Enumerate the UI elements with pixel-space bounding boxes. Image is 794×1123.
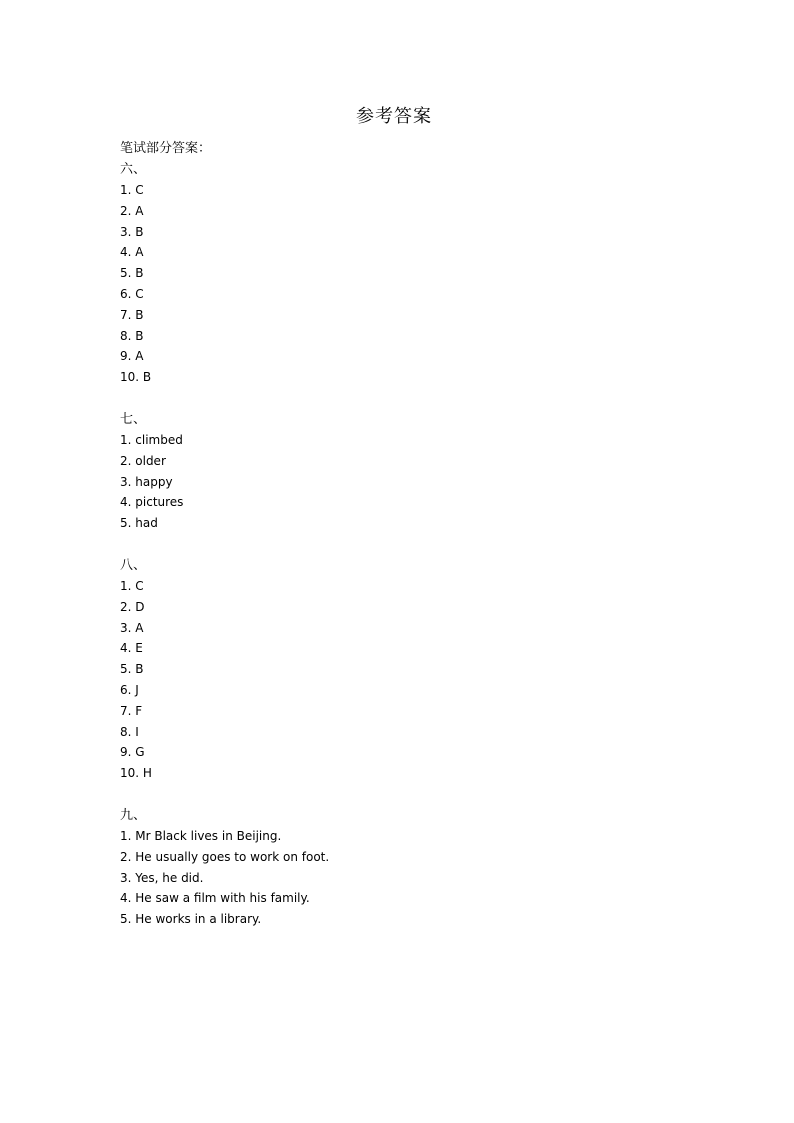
- section-heading: 七、: [120, 411, 147, 427]
- answer-item: 3. happy: [120, 474, 173, 489]
- answer-item: 5. B: [120, 662, 144, 677]
- answer-item: 1. Mr Black lives in Beijing.: [120, 828, 282, 843]
- section-6: [120, 159, 680, 388]
- section-spacer: [120, 388, 680, 409]
- answer-item: 4. He saw a film with his family.: [120, 891, 310, 906]
- answer-item: 3. A: [120, 620, 144, 635]
- answer-item: 3. B: [120, 224, 144, 239]
- intro-label: 笔试部分答案：: [120, 141, 212, 156]
- answer-item: 10. H: [120, 766, 152, 781]
- answer-item: 5. He works in a library.: [120, 912, 262, 927]
- answer-item: 2. older: [120, 453, 166, 468]
- section-heading: 九、: [120, 807, 147, 823]
- answer-item: 2. D: [120, 599, 145, 614]
- section-9: [120, 805, 680, 930]
- answer-item: 3. Yes, he did.: [120, 870, 204, 885]
- answer-item: 4. E: [120, 641, 143, 656]
- answer-item: 2. A: [120, 203, 144, 218]
- answer-item: 9. G: [120, 745, 145, 760]
- answer-item: 1. C: [120, 183, 144, 197]
- answer-item: 6. J: [120, 682, 139, 697]
- section-heading: 六、: [120, 162, 147, 177]
- section-7: [120, 409, 680, 534]
- answer-item: 5. B: [120, 266, 144, 281]
- answer-item: 1. climbed: [120, 432, 183, 447]
- answer-item: 2. He usually goes to work on foot.: [120, 849, 330, 864]
- section-spacer: [120, 534, 680, 555]
- answer-item: 10. B: [120, 370, 152, 385]
- section-heading: 八、: [120, 557, 147, 573]
- section-spacer: [120, 784, 680, 805]
- answer-item: 5. had: [120, 516, 158, 531]
- answer-item: 4. pictures: [120, 495, 184, 510]
- answer-item: 4. A: [120, 245, 144, 260]
- answer-item: 8. B: [120, 328, 144, 343]
- section-8: [120, 555, 680, 784]
- answer-content: [120, 139, 680, 930]
- answer-item: 1. C: [120, 578, 144, 593]
- answer-item: 7. F: [120, 703, 143, 718]
- page-title: 参考答案: [356, 106, 432, 127]
- answer-item: 6. C: [120, 286, 144, 301]
- answer-item: 7. B: [120, 307, 144, 322]
- answer-item: 9. A: [120, 349, 144, 364]
- answer-item: 8. I: [120, 724, 139, 739]
